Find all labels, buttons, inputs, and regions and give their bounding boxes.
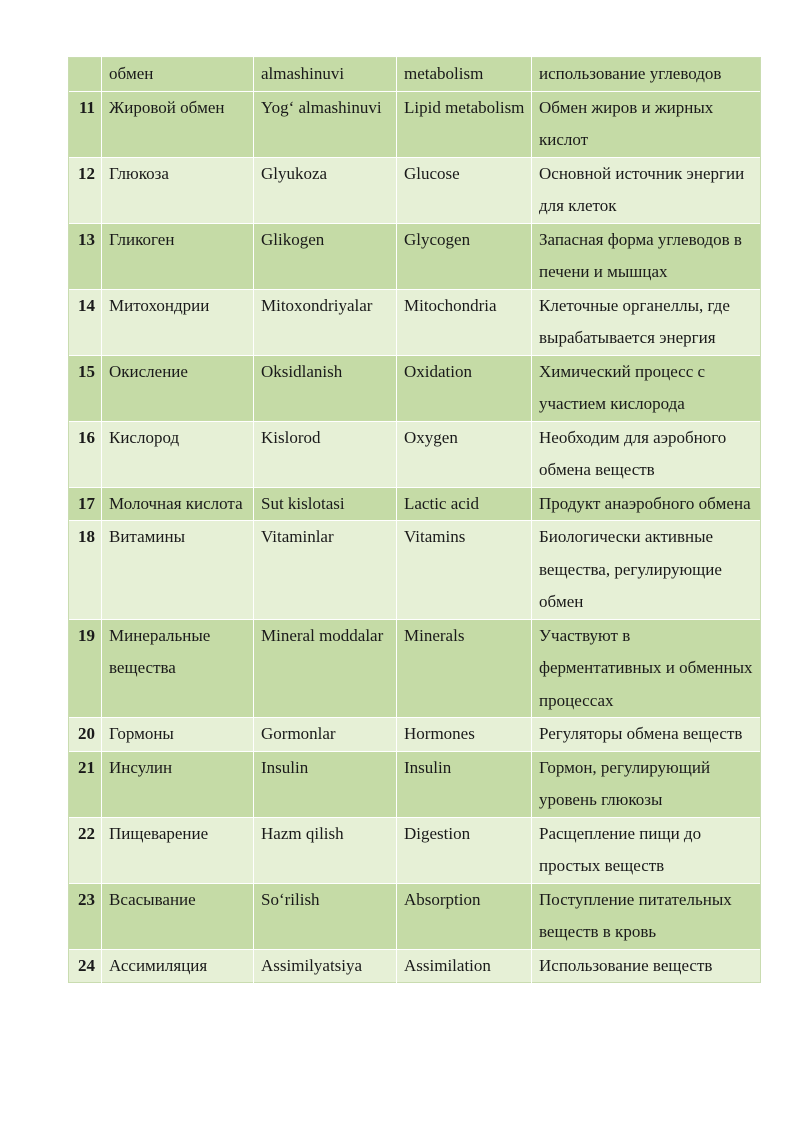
term-russian: Гормоны (102, 718, 254, 752)
term-english: Digestion (397, 817, 532, 883)
table-row (69, 58, 761, 92)
table-row (69, 949, 761, 983)
row-number: 13 (69, 223, 102, 289)
term-english: Oxygen (397, 421, 532, 487)
term-english: Lipid metabolism (397, 91, 532, 157)
term-russian: Глюкоза (102, 157, 254, 223)
table-row (69, 619, 761, 718)
row-number: 24 (69, 949, 102, 983)
table-row (69, 223, 761, 289)
row-number: 19 (69, 619, 102, 718)
term-definition: Основной источник энергии для клеток (532, 157, 761, 223)
table-row (69, 157, 761, 223)
table-row (69, 718, 761, 752)
row-number: 15 (69, 355, 102, 421)
row-number: 20 (69, 718, 102, 752)
term-definition: Клеточные органеллы, где вырабатывается энергия (532, 289, 761, 355)
term-uzbek: almashinuvi (254, 58, 397, 92)
term-uzbek: Gormonlar (254, 718, 397, 752)
term-russian: Кислород (102, 421, 254, 487)
table-row (69, 289, 761, 355)
term-uzbek: Hazm qilish (254, 817, 397, 883)
term-uzbek: Insulin (254, 751, 397, 817)
term-russian: Пищеварение (102, 817, 254, 883)
term-definition: Использование веществ (532, 949, 761, 983)
table-row (69, 487, 761, 521)
row-number: 17 (69, 487, 102, 521)
term-definition: Расщепление пищи до простых веществ (532, 817, 761, 883)
term-definition: Поступление питательных веществ в кровь (532, 883, 761, 949)
row-number: 11 (69, 91, 102, 157)
table-row (69, 751, 761, 817)
term-english: Glycogen (397, 223, 532, 289)
term-russian: Всасывание (102, 883, 254, 949)
table-row (69, 355, 761, 421)
term-russian: Минеральные вещества (102, 619, 254, 718)
row-number: 16 (69, 421, 102, 487)
row-number: 22 (69, 817, 102, 883)
term-english: Lactic acid (397, 487, 532, 521)
term-definition: использование углеводов (532, 58, 761, 92)
term-russian: Гликоген (102, 223, 254, 289)
term-russian: Ассимиляция (102, 949, 254, 983)
term-definition: Запасная форма углеводов в печени и мышцах (532, 223, 761, 289)
table-row (69, 91, 761, 157)
term-english: Glucose (397, 157, 532, 223)
row-number: 21 (69, 751, 102, 817)
term-uzbek: Sut kislotasi (254, 487, 397, 521)
table-row (69, 817, 761, 883)
term-definition: Биологически активные вещества, регулирующие обмен (532, 521, 761, 620)
table-row (69, 883, 761, 949)
term-russian: Молочная кислота (102, 487, 254, 521)
term-uzbek: Kislorod (254, 421, 397, 487)
row-number: 14 (69, 289, 102, 355)
row-number: 23 (69, 883, 102, 949)
term-definition: Необходим для аэробного обмена веществ (532, 421, 761, 487)
row-number: 18 (69, 521, 102, 620)
term-uzbek: Glikogen (254, 223, 397, 289)
table-row (69, 421, 761, 487)
term-uzbek: Glyukoza (254, 157, 397, 223)
term-english: Absorption (397, 883, 532, 949)
term-russian: Окисление (102, 355, 254, 421)
term-uzbek: Yog‘ almashinuvi (254, 91, 397, 157)
row-number (69, 58, 102, 92)
term-english: metabolism (397, 58, 532, 92)
term-uzbek: Oksidlanish (254, 355, 397, 421)
term-definition: Регуляторы обмена веществ (532, 718, 761, 752)
term-uzbek: Mineral moddalar (254, 619, 397, 718)
term-russian: Жировой обмен (102, 91, 254, 157)
term-definition: Участвуют в ферментативных и обменных процессах (532, 619, 761, 718)
term-english: Minerals (397, 619, 532, 718)
term-uzbek: Assimilyatsiya (254, 949, 397, 983)
term-russian: Витамины (102, 521, 254, 620)
term-russian: Инсулин (102, 751, 254, 817)
term-russian: обмен (102, 58, 254, 92)
term-uzbek: Vitaminlar (254, 521, 397, 620)
term-english: Insulin (397, 751, 532, 817)
glossary-table (68, 57, 761, 983)
term-definition: Обмен жиров и жирных кислот (532, 91, 761, 157)
term-definition: Гормон, регулирующий уровень глюкозы (532, 751, 761, 817)
term-uzbek: So‘rilish (254, 883, 397, 949)
term-english: Oxidation (397, 355, 532, 421)
term-russian: Митохондрии (102, 289, 254, 355)
table-row (69, 521, 761, 620)
row-number: 12 (69, 157, 102, 223)
term-definition: Химический процесс с участием кислорода (532, 355, 761, 421)
term-uzbek: Mitoxondriyalar (254, 289, 397, 355)
term-english: Assimilation (397, 949, 532, 983)
term-definition: Продукт анаэробного обмена (532, 487, 761, 521)
term-english: Hormones (397, 718, 532, 752)
term-english: Mitochondria (397, 289, 532, 355)
term-english: Vitamins (397, 521, 532, 620)
